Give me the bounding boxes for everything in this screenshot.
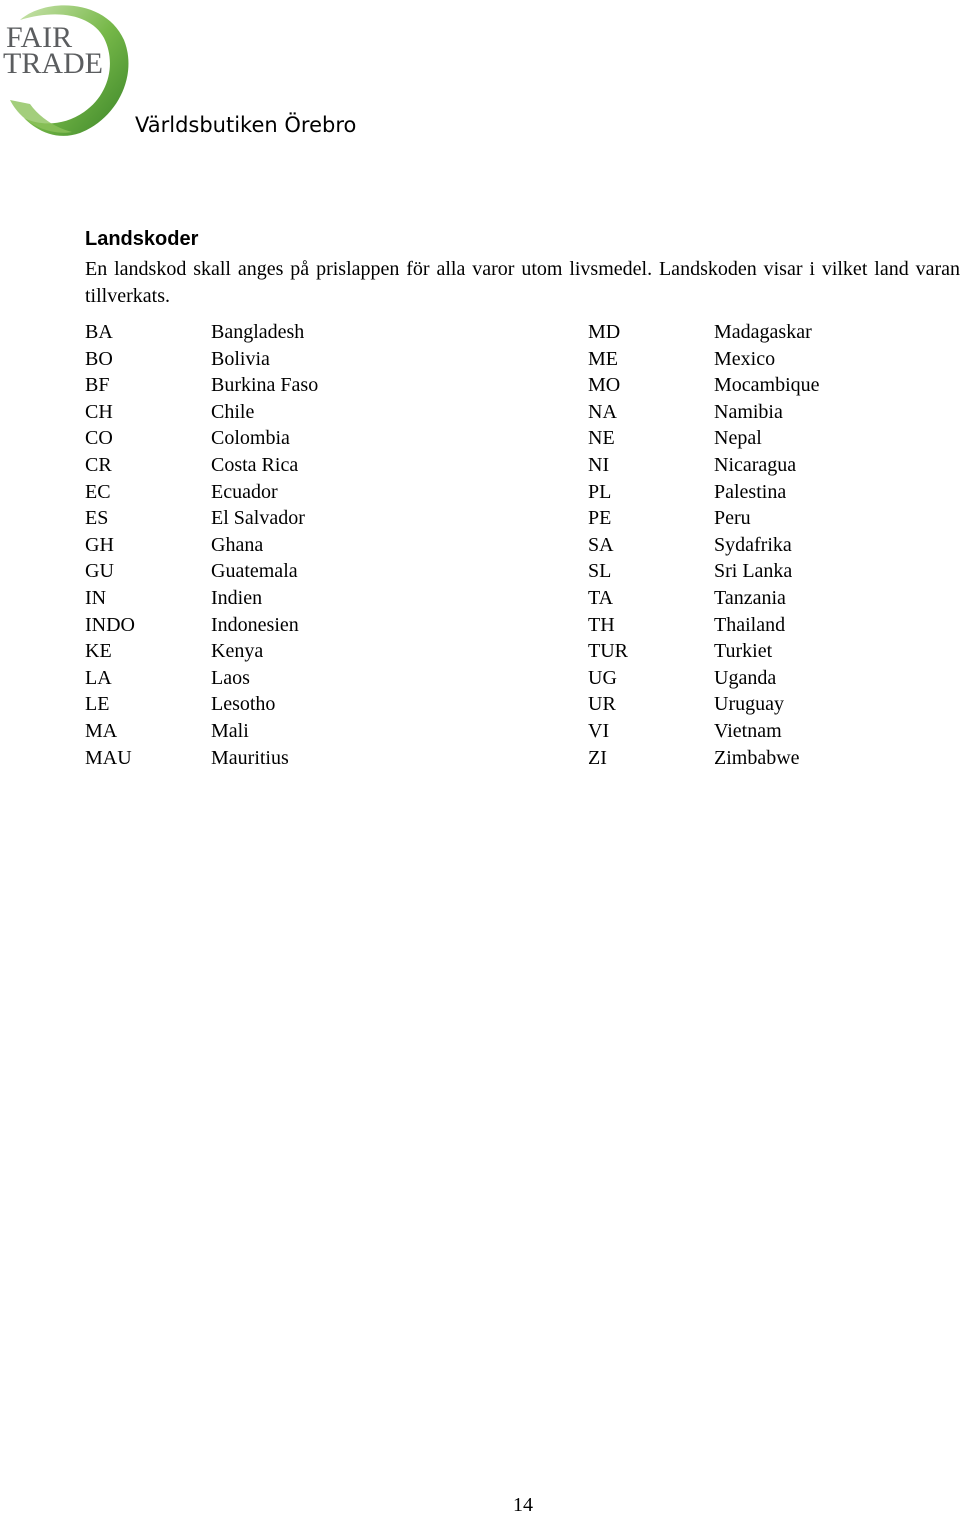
country-code: LA — [85, 666, 112, 689]
country-code: TH — [588, 613, 615, 636]
country-name: Bangladesh — [211, 321, 305, 343]
country-code: MAU — [85, 746, 132, 769]
country-name: Nepal — [714, 427, 762, 450]
country-code: SL — [588, 560, 612, 583]
country-code: ZI — [588, 746, 607, 769]
country-code: KE — [85, 640, 112, 663]
country-code: CH — [85, 400, 113, 423]
country-code: EC — [85, 480, 111, 503]
logo-text-fair: FAIR — [6, 21, 73, 54]
country-code: BO — [85, 347, 113, 370]
page-number: 14 — [513, 1494, 533, 1516]
country-code: PE — [588, 507, 612, 530]
section-heading: Landskoder — [85, 228, 199, 250]
country-code: UR — [588, 693, 616, 716]
country-name: Sydafrika — [714, 533, 792, 556]
country-code: PL — [588, 480, 612, 503]
country-name: El Salvador — [211, 507, 305, 530]
country-code: GH — [85, 533, 114, 556]
country-code: LE — [85, 693, 110, 716]
country-name: Costa Rica — [211, 453, 299, 476]
country-code: CR — [85, 453, 112, 476]
country-code: CO — [85, 427, 113, 450]
fairtrade-logo — [0, 0, 135, 140]
country-code: TA — [588, 586, 614, 609]
country-name: Ghana — [211, 533, 264, 556]
country-code: ME — [588, 347, 618, 370]
country-code: MO — [588, 374, 621, 397]
country-name: Indonesien — [211, 613, 299, 636]
country-code: BA — [85, 321, 113, 343]
country-name: Uruguay — [714, 693, 784, 716]
country-name: Turkiet — [714, 640, 773, 663]
country-name: Peru — [714, 507, 751, 530]
country-name: Vietnam — [714, 719, 782, 742]
country-name: Mexico — [714, 347, 776, 370]
country-name: Kenya — [211, 640, 264, 663]
country-name: Chile — [211, 400, 255, 423]
country-name: Uganda — [714, 666, 777, 689]
country-name: Mali — [211, 719, 249, 742]
country-name: Tanzania — [714, 586, 786, 609]
country-name: Burkina Faso — [211, 374, 319, 397]
country-name: Bolivia — [211, 347, 270, 370]
country-name: Thailand — [714, 613, 786, 636]
country-code: GU — [85, 560, 114, 583]
country-name: Colombia — [211, 427, 290, 450]
logo-text-trade: TRADE — [3, 47, 103, 80]
country-code: NE — [588, 427, 615, 450]
country-name: Mocambique — [714, 374, 820, 397]
country-name: Namibia — [714, 400, 783, 423]
country-name: Zimbabwe — [714, 746, 800, 769]
country-name: Palestina — [714, 480, 787, 503]
country-code: INDO — [85, 613, 135, 636]
country-name: Laos — [211, 666, 250, 689]
country-code: NA — [588, 400, 617, 423]
country-code: BF — [85, 374, 110, 397]
country-code: UG — [588, 666, 617, 689]
organization-name: Världsbutiken Örebro — [135, 113, 357, 137]
country-code: NI — [588, 453, 610, 476]
country-code: SA — [588, 533, 614, 556]
country-name: Lesotho — [211, 693, 276, 716]
country-name: Sri Lanka — [714, 560, 793, 583]
country-code: ES — [85, 507, 109, 530]
country-code: IN — [85, 586, 107, 609]
country-name: Nicaragua — [714, 453, 797, 476]
country-code: TUR — [588, 640, 628, 663]
country-code: VI — [588, 719, 610, 742]
country-name: Indien — [211, 586, 263, 609]
country-name: Ecuador — [211, 480, 278, 503]
country-code: MA — [85, 719, 118, 742]
country-name: Mauritius — [211, 746, 289, 769]
country-name: Guatemala — [211, 560, 298, 583]
country-name: Madagaskar — [714, 321, 812, 343]
intro-paragraph: En landskod skall anges på prislappen för alla varor utom livsmedel. Landskoden visar i vilket land varan tillverkats. — [85, 258, 960, 307]
country-code: MD — [588, 321, 621, 343]
